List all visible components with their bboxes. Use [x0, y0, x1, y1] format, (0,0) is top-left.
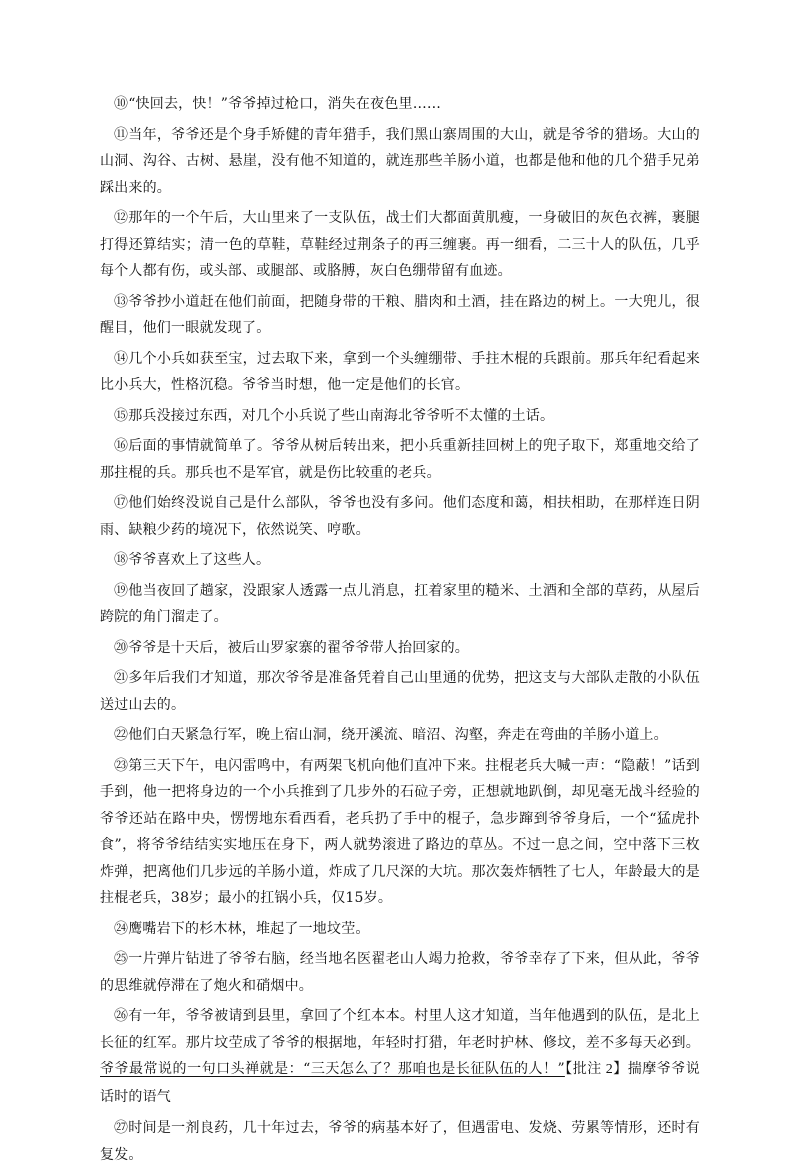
paragraph-20: ⑳爷爷是十天后，被后山罗家寨的翟爷爷带人抬回家的。	[114, 639, 469, 656]
paragraph-24: ㉔鹰嘴岩下的杉木林，堆起了一地坟茔。	[114, 920, 370, 937]
paragraph-26-text: ㉖有一年，爷爷被请到县里，拿回了个红本本。村里人这才知道，当年他遇到的队伍，是北上长征的红军。那片坟茔成了爷爷的根据地，年轻时打猎，年老时护林、修坟，差不多每天必到。	[100, 1008, 700, 1051]
paragraph-13: ⑬爷爷抄小道赶在他们前面，把随身带的干粮、腊肉和土酒，挂在路边的树上。一大兜儿，很醒目，他们一眼就发现了。	[100, 293, 700, 336]
paragraph-12: ⑫那年的一个午后，大山里来了一支队伍，战士们大都面黄肌瘦，一身破旧的灰色衣裤，裹腿打得还算结实；清一色的草鞋，草鞋经过荆条子的再三缠裹。再一细看，二三十人的队伍，几乎每个人都有伤，或头部、或腿部、或胳膊，灰白色绷带留有血迹。	[100, 210, 700, 279]
paragraph-16: ⑯后面的事情就简单了。爷爷从树后转出来，把小兵重新挂回树上的兜子取下，郑重地交给了那拄棍的兵。那兵也不是军官，就是伤比较重的老兵。	[100, 438, 700, 481]
paragraph-18: ⑱爷爷喜欢上了这些人。	[114, 552, 271, 568]
paragraph-27: ㉗时间是一剂良药，几十年过去，爷爷的病基本好了，但遇雷电、发烧、劳累等情形，还时有复发。	[100, 1120, 700, 1163]
annotation-note: 【批注 2】揣摩爷爷说话时的语气	[100, 1062, 700, 1105]
article-body	[100, 91, 700, 1172]
paragraph-17: ⑰他们始终没说自己是什么部队，爷爷也没有多问。他们态度和蔼，相扶相助，在那样连日阴雨、缺粮少药的境况下，依然说笑、哼歌。	[100, 495, 700, 538]
paragraph-14: ⑭几个小兵如获至宝，过去取下来，拿到一个头缠绷带、手拄木棍的兵跟前。那兵年纪看起来比小兵大，性格沉稳。爷爷当时想，他一定是他们的长官。	[100, 350, 700, 393]
paragraph-19: ⑲他当夜回了趟家，没跟家人透露一点儿消息，扛着家里的糙米、土酒和全部的草药，从屋后跨院的角门溜走了。	[100, 582, 700, 625]
underlined-quote: 爷爷最常说的一句口头禅就是：“三天怎么了？那咱也是长征队伍的人！”	[100, 1061, 565, 1077]
paragraph-15: ⑮那兵没接过东西，对几个小兵说了些山南海北爷爷听不太懂的土话。	[114, 407, 555, 424]
paragraph-11: ⑪当年，爷爷还是个身手矫健的青年猎手，我们黑山寨周围的大山，就是爷爷的猎场。大山的山洞、沟谷、古树、悬崖，没有他不知道的，就连那些羊肠小道，也都是他和他的几个猎手兄弟踩出来的。	[100, 126, 700, 196]
paragraph-22: ㉒他们白天紧急行军，晚上宿山洞，绕开溪流、暗沼、沟壑，奔走在弯曲的羊肠小道上。	[114, 727, 668, 743]
paragraph-21: ㉑多年后我们才知道，那次爷爷是准备凭着自己山里通的优势，把这支与大部队走散的小队伍送过山去的。	[100, 670, 700, 713]
paragraph-26	[100, 1003, 700, 1111]
paragraph-23: ㉓第三天下午，电闪雷鸣中，有两架飞机向他们直冲下来。拄棍老兵大喊一声：“隐蔽！”话到手到，他一把将身边的一个小兵推到了几步外的石砬子旁，正想就地趴倒，却见毫无战斗经验的爷爷还站在路中央，愣愣地东看西看，老兵扔了手中的棍子，急步蹿到爷爷身后，一个“猛虎扑食”，将爷爷结结实实地压在身下，两人就势滚进了路边的草丛。不过一息之间，空中落下三枚炸弹，把离他们几步远的羊肠小道，炸成了几尺深的大坑。那次轰炸牺牲了七人，年龄最大的是拄棍老兵，38岁；最小的扛锅小兵，仅15岁。	[100, 757, 700, 906]
paragraph-25: ㉕一片弹片钻进了爷爷右脑，经当地名医翟老山人竭力抢救，爷爷幸存了下来，但从此，爷爷的思维就停滞在了炮火和硝烟中。	[100, 951, 700, 994]
paragraph-10: ⑩“快回去，快！”爷爷掉过枪口，消失在夜色里……	[114, 96, 442, 112]
